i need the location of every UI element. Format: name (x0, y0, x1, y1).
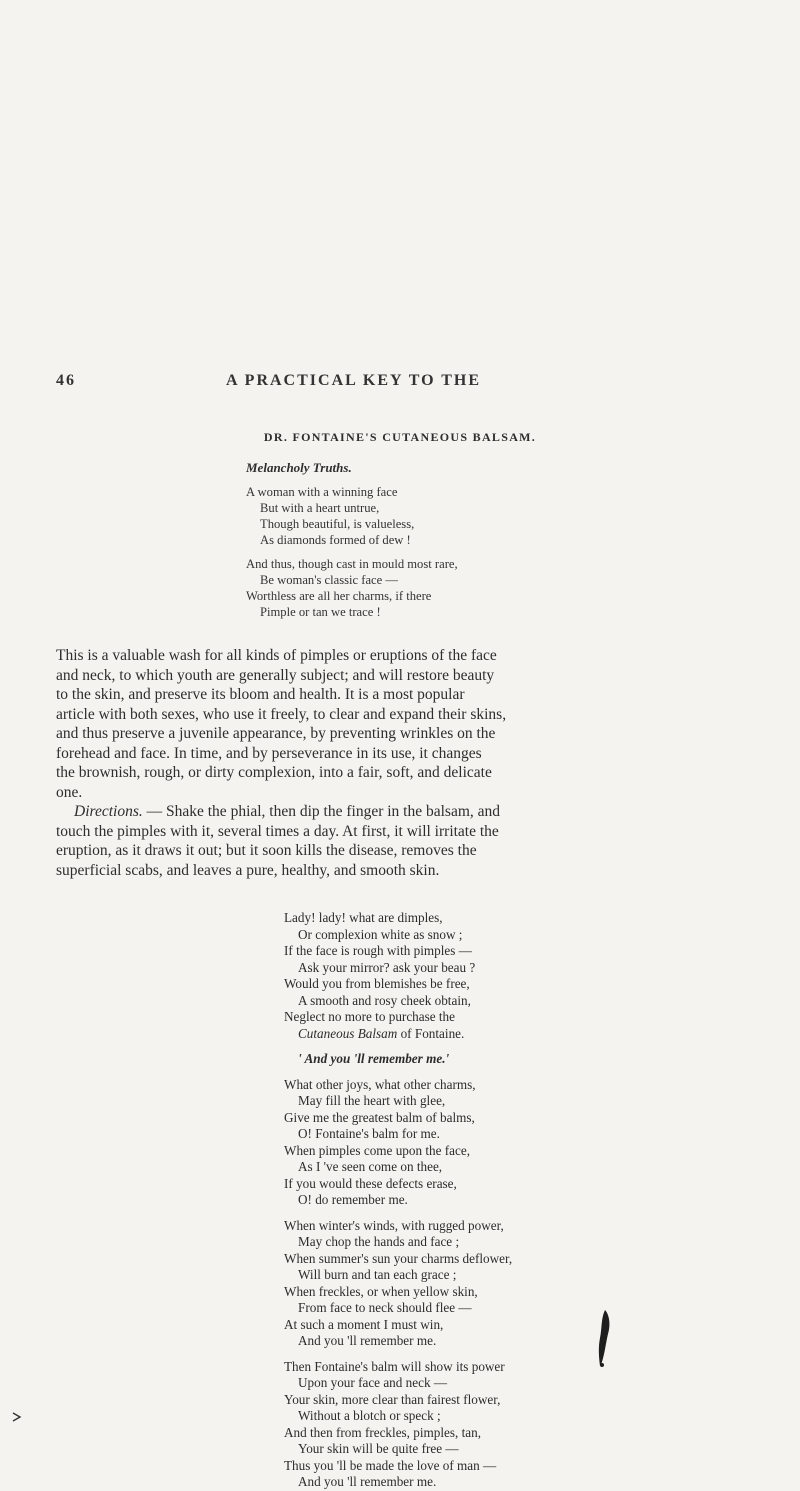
verse-line: When summer's sun your charms deflower, (284, 1250, 513, 1266)
verse-line: Neglect no more to purchase the (284, 1009, 456, 1024)
verse-line: Your skin, more clear than fairest flower, (284, 1391, 501, 1407)
verse-line: If you would these defects erase, (284, 1175, 457, 1191)
melancholy-heading: Melancholy Truths. (246, 460, 352, 475)
prose-line: to the skin, and preserve its bloom and health. It is a most popular (56, 686, 465, 703)
verse-line: Without a blotch or speck ; (298, 1408, 441, 1423)
prose-line: touch the pimples with it, several times a day. At first, it will irritate the (56, 822, 499, 840)
product-name: Cutaneous Balsam (298, 1025, 398, 1041)
page-number: 46 (56, 372, 76, 389)
prose-line: forehead and face. In time, and by perseverance in its use, it changes (56, 744, 482, 762)
corner-mark-icon (12, 1412, 22, 1422)
verse-line: May chop the hands and face ; (298, 1234, 460, 1249)
verse-line: If the face is rough with pimples — (284, 943, 472, 958)
section-title: DR. FONTAINE'S CUTANEOUS BALSAM. (263, 430, 537, 444)
prose-line: — Shake the phial, then dip the finger in the balsam, and (142, 803, 501, 820)
directions-label: Directions. (74, 803, 143, 820)
prose-line: and neck, to which youth are generally subject; and will restore beauty (56, 666, 495, 684)
verse-line: And you 'll remember me. (298, 1474, 437, 1489)
verse-line: What other joys, what other charms, (284, 1076, 476, 1092)
poem-line: Though beautiful, is valueless, (260, 517, 415, 531)
poem-line: But with a heart untrue, (260, 501, 380, 515)
verse-line: As I 've seen come on thee, (298, 1159, 443, 1174)
ink-blot-icon (596, 1308, 612, 1368)
prose-line: This is a valuable wash for all kinds of pimples or eruptions of the face (56, 647, 497, 664)
poem-line: Be woman's classic face — (260, 573, 398, 587)
prose-line: and thus preserve a juvenile appearance, by preventing wrinkles on the (56, 725, 496, 742)
verse-line: O! do remember me. (298, 1192, 408, 1207)
verse-line: May fill the heart with glee, (298, 1093, 446, 1108)
verse-line: Upon your face and neck — (298, 1375, 448, 1390)
melancholy-poem (246, 484, 458, 620)
verse-line: Lady! lady! what are dimples, (284, 910, 443, 925)
verse-line: Thus you 'll be made the love of man — (284, 1457, 497, 1473)
verse-line: Then Fontaine's balm will show its power (284, 1358, 505, 1374)
verse-line: Or complexion white as snow ; (298, 926, 463, 942)
verse-line: When freckles, or when yellow skin, (284, 1283, 478, 1299)
poem-line: As diamonds formed of dew ! (260, 533, 411, 547)
verse-line: At such a moment I must win, (284, 1316, 444, 1332)
running-head (56, 372, 760, 396)
balsam-verse (284, 910, 512, 1491)
description-paragraph (56, 646, 750, 880)
prose-line: superficial scabs, and leaves a pure, healthy, and smooth skin. (56, 861, 440, 879)
verse-line: A smooth and rosy cheek obtain, (298, 992, 471, 1008)
directions-line (56, 802, 750, 822)
verse-line: O! Fontaine's balm for me. (298, 1126, 440, 1141)
poem-line: A woman with a winning face (246, 485, 398, 499)
verse-line: Your skin will be quite free — (298, 1441, 459, 1456)
verse-line: Will burn and tan each grace ; (298, 1267, 457, 1282)
verse-tail: of Fontaine. (397, 1025, 465, 1041)
prose-line: eruption, as it draws it out; but it soon kills the disease, removes the (56, 842, 477, 859)
verse-line: And then from freckles, pimples, tan, (284, 1424, 482, 1440)
poem-line: And thus, though cast in mould most rare, (246, 557, 458, 571)
prose-line: one. (56, 783, 83, 801)
verse-line: Give me the greatest balm of balms, (284, 1109, 475, 1125)
verse-line: Ask your mirror? ask your beau ? (298, 959, 476, 975)
verse-line: When winter's winds, with rugged power, (284, 1217, 504, 1233)
poem-line: Worthless are all her charms, if there (246, 589, 432, 603)
verse-line (284, 1026, 512, 1043)
poem-line: Pimple or tan we trace ! (260, 605, 381, 619)
prose-line: the brownish, rough, or dirty complexion, into a fair, soft, and delicate (56, 764, 492, 781)
running-title: A PRACTICAL KEY TO THE (226, 372, 482, 389)
prose-line: article with both sexes, who use it freely, to clear and expand their skins, (56, 705, 507, 723)
verse-line: When pimples come upon the face, (284, 1142, 471, 1158)
verse-line: From face to neck should flee — (298, 1300, 472, 1315)
refrain-heading: ' And you 'll remember me.' (298, 1051, 450, 1066)
verse-line: Would you from blemishes be free, (284, 976, 470, 991)
verse-line: And you 'll remember me. (298, 1333, 437, 1348)
